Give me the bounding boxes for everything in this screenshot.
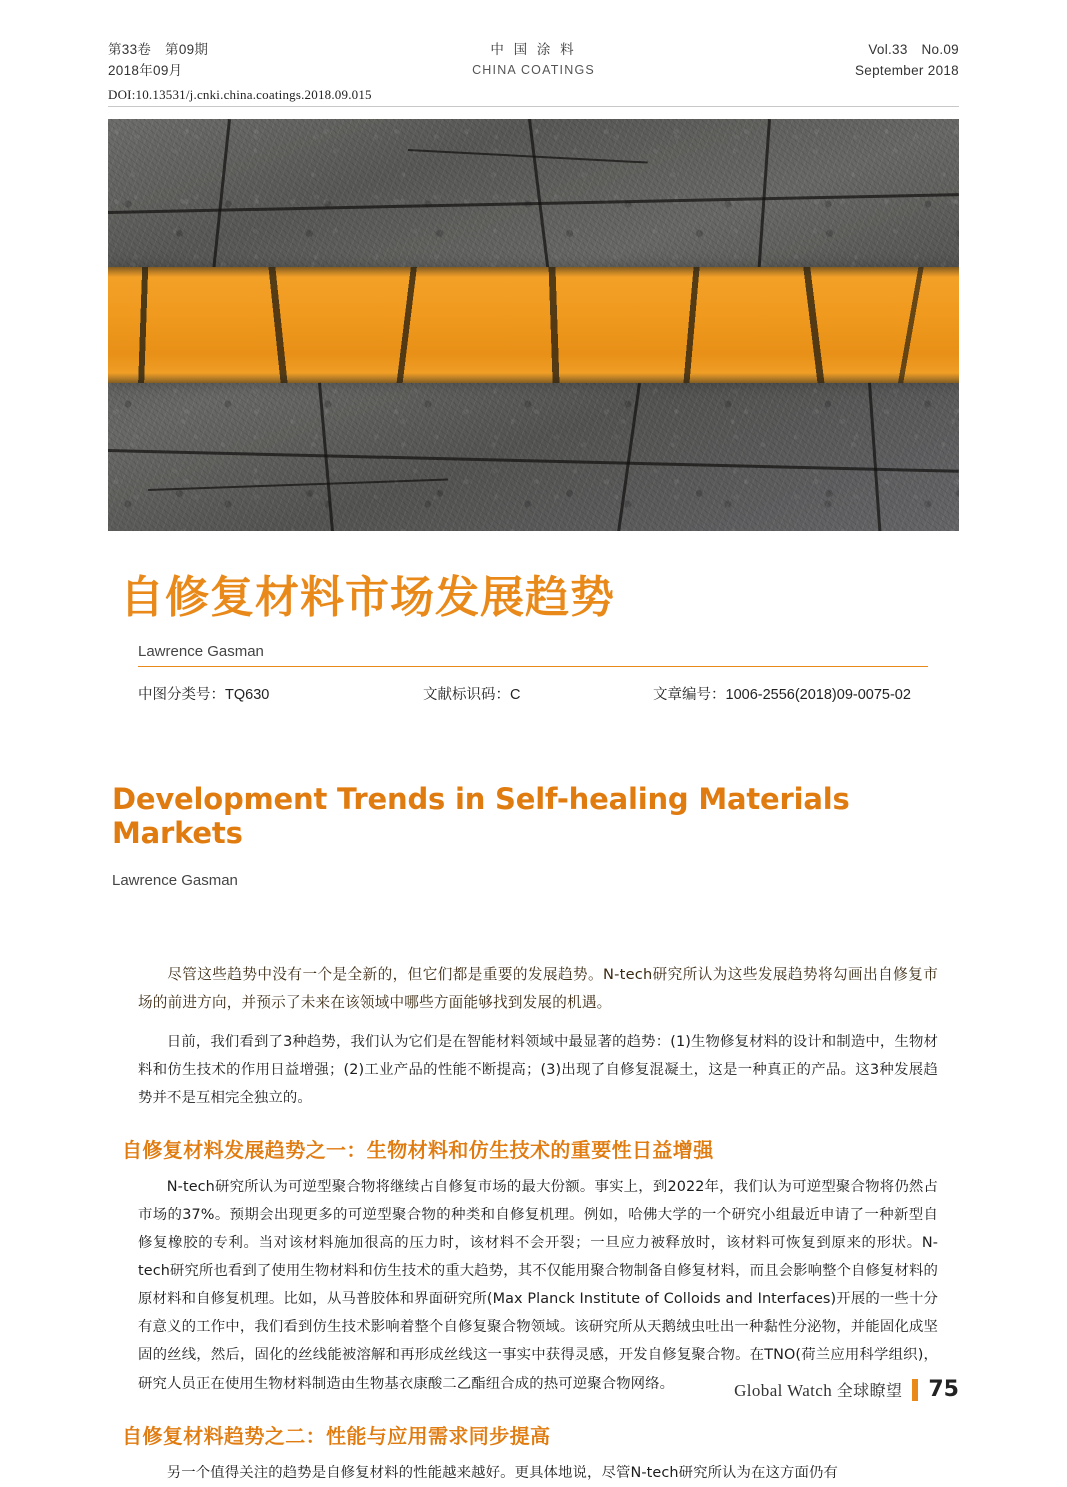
author-name-en: Lawrence Gasman (112, 871, 238, 889)
article-title-en: Development Trends in Self-healing Materials Markets (112, 781, 850, 850)
yellow-line-edge-top (108, 267, 959, 277)
yellow-line-edge-bottom (108, 373, 959, 383)
running-head-right (699, 40, 959, 82)
abstract-block (138, 961, 938, 1018)
running-head-center (384, 40, 684, 80)
volume-issue-en: Vol.33 No.09 (868, 42, 959, 57)
classification-number: 中图分类号：TQ630 (138, 686, 270, 703)
doi-text: DOI:10.13531/j.cnki.china.coatings.2018.09.015 (108, 86, 372, 102)
classification-row (138, 683, 958, 704)
running-head-left (108, 40, 368, 82)
issue-date-en: September 2018 (854, 62, 959, 78)
journal-title-en: CHINA COATINGS (472, 62, 595, 77)
journal-title-cn: 中 国 涂 料 (490, 42, 577, 57)
section-heading-1: 自修复材料发展趋势之一：生物材料和仿生技术的重要性日益增强 (122, 1137, 714, 1162)
title-divider (138, 666, 928, 667)
issue-date-cn: 2018年09月 (108, 62, 183, 78)
footer-section-en: Global Watch (734, 1381, 833, 1400)
footer-section-cn: 全球瞭望 (836, 1381, 903, 1400)
footer-section-label (734, 1378, 902, 1401)
section-body-1: N-tech研究所认为可逆型聚合物将继续占自修复市场的最大份额。事实上，到2022年，我们认为可逆型聚合物将仍然占市场的37%。预期会出现更多的可逆型聚合物的种类和自修复机理。例如，哈佛大学的一个研究小组最近申请了一种新型自修复橡胶的专利。当对该材料施加很高的压力时，该材料不会开裂；一旦应力被释放时，该材料可恢复到原来的形状。N-tech研究所也看到了使用生物材料和仿生技术的重大趋势，其不仅能用聚合物制备自修复材料，而且会影响整个自修复材料的原材料和自修复机理。比如，从马普胶体和界面研究所(Max Planck Institute of Colloids and Interfaces)开展的一些十分有意义的工作中，我们看到仿生技术影响着整个自修复聚合物领域。该研究所从天鹅绒虫吐出一种黏性分泌物，并能固化成坚固的丝线，然后，固化的丝线能被溶解和再形成丝线这一事实中获得灵感，开发自修复聚合物。在TNO(荷兰应用科学组织)，研究人员正在使用生物材料制造由生物基衣康酸二乙酯纽合成的热可逆聚合物网络。 (138, 1178, 938, 1392)
abstract-text: 尽管这些趋势中没有一个是全新的，但它们都是重要的发展趋势。N-tech研究所认为这些发展趋势将勾画出自修复市场的前进方向，并预示了未来在该领域中哪些方面能够找到发展的机遇。 (138, 965, 938, 1012)
document-code: 文献标识码：C (423, 686, 521, 703)
yellow-line-cracks (108, 267, 959, 383)
article-title-cn: 自修复材料市场发展趋势 (120, 571, 615, 623)
page-number: 75 (928, 1377, 959, 1402)
section-heading-2: 自修复材料趋势之二：性能与应用需求同步提高 (122, 1423, 551, 1448)
intro-paragraph: 日前，我们看到了3种趋势，我们认为它们是在智能材料领域中最显著的趋势：(1)生物修复材料的设计和制造中，生物材料和仿生技术的作用日益增强；(2)工业产品的性能不断提高；(3)出现了自修复混凝土，这是一种真正的产品。这3种发展趋势并不是互相完全独立的。 (138, 1033, 938, 1106)
header-divider (108, 106, 959, 107)
page-footer (108, 1377, 959, 1402)
footer-accent-bar (912, 1379, 918, 1401)
cracked-asphalt-road-image (108, 119, 959, 531)
yellow-road-line (108, 267, 959, 383)
section-body-2: 另一个值得关注的趋势是自修复材料的性能越来越好。更具体地说，尽管N-tech研究所认为在这方面仍有 (166, 1464, 838, 1481)
running-head (108, 40, 959, 82)
volume-issue-cn: 第33卷 第09期 (108, 42, 209, 57)
author-name-cn: Lawrence Gasman (138, 642, 264, 660)
article-number: 文章编号：1006-2556(2018)09-0075-02 (653, 686, 911, 703)
